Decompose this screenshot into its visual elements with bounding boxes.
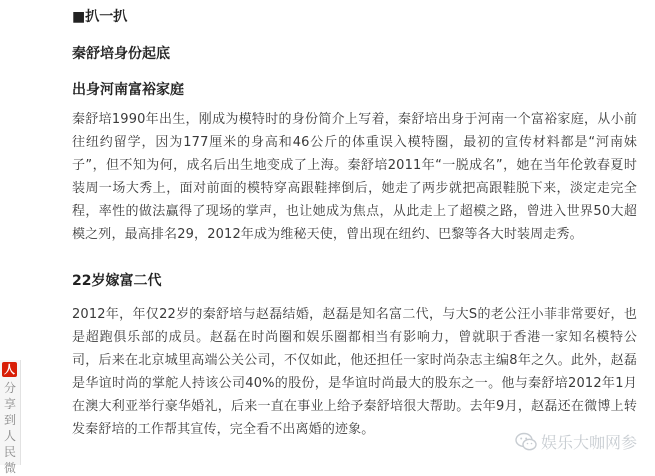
people-logo-icon: 人 xyxy=(4,363,15,376)
watermark-text: 娱乐大咖网参 xyxy=(540,433,637,452)
watermark xyxy=(515,430,637,453)
subheading-family: 出身河南富裕家庭 xyxy=(72,82,184,98)
paragraph-background: 秦舒培1990年出生，刚成为模特时的身份简介上写着，秦舒培出身于河南一个富裕家庭，从小前往纽约留学，因为177厘米的身高和46公斤的体重误入模特圈，最初的宣传材料都是“河南妹子”，但不知为何，成名后出生地变成了上海。秦舒培2011年“一脱成名”，她在当年伦敦春夏时装周一场大秀上，面对前面的模特穿高跟鞋摔倒后，她走了两步就把高跟鞋脱下来，淡定走完全程，率性的做法赢得了现场的掌声，也让她成为焦点，从此走上了超模之路，曾进入世界50大超模之列，最高排名29，2012年成为维秘天使，曾出现在纽约、巴黎等各大时装周走秀。 xyxy=(72,112,637,242)
share-label: 分享到人民微 xyxy=(3,381,16,475)
subheading-marriage: 22岁嫁富二代 xyxy=(72,273,162,289)
section-title: ■扒一扒 xyxy=(72,9,128,25)
paragraph-marriage: 2012年，年仅22岁的秦舒培与赵磊结婚，赵磊是知名富二代，与大S的老公汪小菲非常要好，也是超跑俱乐部的成员。赵磊在时尚圈和娱乐圈都相当有影响力，曾就职于香港一家知名模特公司，后来在北京城里高端公关公司，不仅如此，他还担任一家时尚杂志主编8年之久。此外，赵磊是华谊时尚的掌舵人持该公司40%的股份，是华谊时尚最大的股东之一。他与秦舒培2012年1月在澳大利亚举行豪华婚礼，后来一直在事业上给予秦舒培很大帮助。去年9月，赵磊还在微博上转发秦舒培的工作帮其宣传，完全看不出离婚的迹象。 xyxy=(72,307,637,437)
wechat-icon xyxy=(515,432,537,452)
share-to-people-weibo-button[interactable] xyxy=(0,360,21,475)
subheading-origin: 秦舒培身份起底 xyxy=(72,46,170,62)
